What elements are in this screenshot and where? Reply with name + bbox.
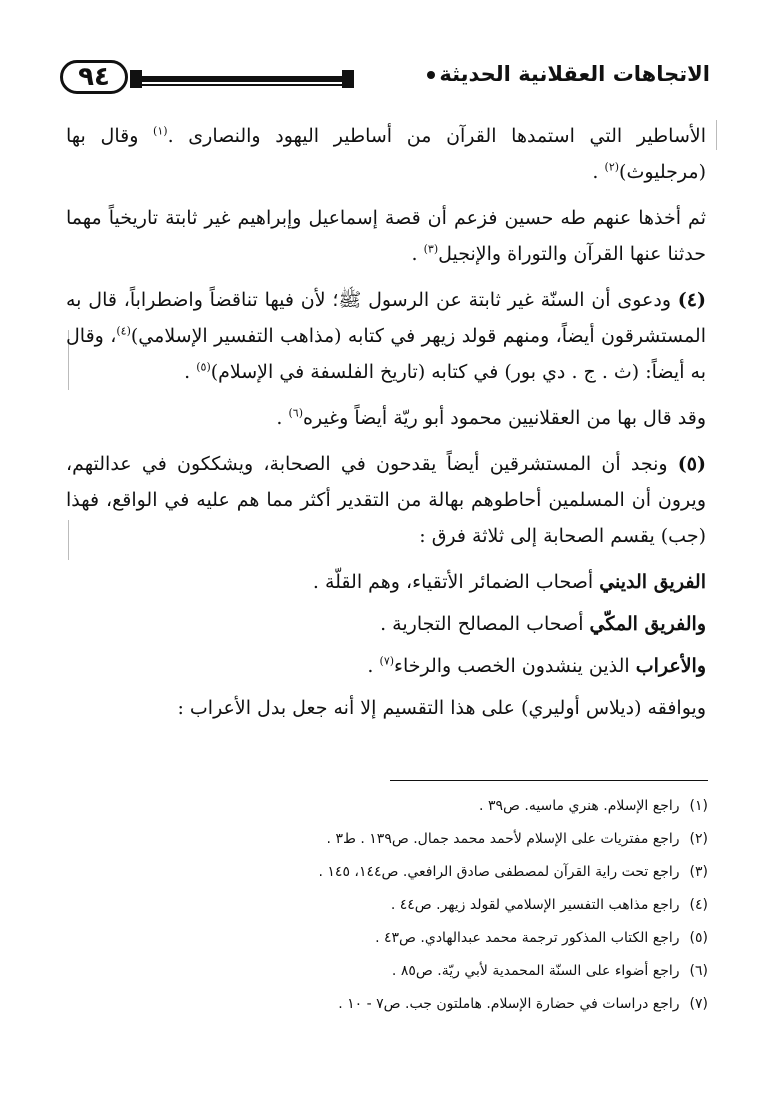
paragraph [66, 690, 706, 726]
footnote-text: راجع الإسلام. هنري ماسيه. ص٣٩ . [479, 798, 680, 814]
item-number: (٤) [677, 289, 706, 311]
running-title [427, 62, 710, 86]
paragraph-text: وقال بها (مرجليوث) [66, 125, 706, 183]
footnote-number: (٢) [689, 831, 708, 847]
item-heading: والأعراب [635, 655, 706, 677]
footnote-divider [390, 780, 708, 781]
footnote [140, 889, 708, 922]
header-rule-thin [138, 84, 348, 86]
paragraph-text: . [411, 243, 424, 265]
footnote-text: راجع أضواء على السنّة المحمدية لأبي ريّة. ص٨٥ . [391, 963, 680, 979]
paragraph [66, 400, 706, 436]
footnote-number: (١) [689, 798, 708, 814]
footnote-ref: (٥) [196, 360, 211, 374]
footnote-ref: (٧) [379, 654, 395, 668]
paragraph-text: . [276, 407, 289, 429]
footnote-text: راجع الكتاب المذكور ترجمة محمد عبدالهادي. ص٤٣ . [375, 930, 680, 946]
paragraph-text: . [184, 361, 197, 383]
item-heading: الفريق الديني [599, 571, 706, 593]
paragraph-text: . [367, 655, 380, 677]
paragraph-text: أصحاب المصالح التجارية . [380, 613, 590, 635]
margin-mark [716, 120, 717, 150]
paragraph [66, 118, 706, 190]
paragraph [66, 200, 706, 272]
footnote-text: راجع دراسات في حضارة الإسلام. هاملتون جب. ص٧ - ١٠ . [338, 996, 680, 1012]
paragraph-text: الذين ينشدون الخصب والرخاء [394, 655, 636, 677]
paragraph [66, 446, 706, 554]
footnotes [140, 790, 708, 1021]
page-number: ٩٤ [60, 60, 128, 94]
footnote-ref: (١) [153, 124, 168, 138]
paragraph-text: الأساطير التي استمدها القرآن من أساطير اليهود والنصارى . [167, 125, 707, 147]
paragraph [66, 282, 706, 390]
footnote [140, 922, 708, 955]
footnote-number: (٥) [689, 930, 708, 946]
paragraph-text: . [592, 161, 605, 183]
page-header [60, 58, 710, 102]
footnote-text: راجع مذاهب التفسير الإسلامي لقولد زيهر. ص٤٤ . [390, 897, 680, 913]
item-number: (٥) [677, 453, 706, 475]
footnote [140, 955, 708, 988]
footnote-ref: (٢) [604, 160, 620, 174]
footnote-number: (٦) [689, 963, 708, 979]
header-ornament-right [342, 70, 354, 88]
paragraph-text: ودعوى أن السنّة غير ثابتة عن الرسول ﷺ؛ لأن فيها تناقضاً واضطراباً، قال به المستشرقون أيضاً، ومنهم قولد زيهر في كتابه (مذاهب التفسير الإسلامي) [66, 289, 706, 347]
footnote [140, 988, 708, 1021]
footnote-number: (٤) [689, 897, 708, 913]
footnote [140, 790, 708, 823]
paragraph-text: ونجد أن المستشرقين أيضاً يقدحون في الصحابة، ويشككون في عدالتهم، ويرون أن المسلمين أحاطوهم بهالة من التقدير أكثر مما هم عليه في الواقع، فهذا (جب) يقسم الصحابة إلى ثلاثة فرق : [66, 453, 706, 547]
footnote [140, 823, 708, 856]
list-item [66, 564, 706, 600]
paragraph-text: ، وقال به أيضاً: (ث . ج . دي بور) في كتابه (تاريخ الفلسفة في الإسلام) [66, 325, 706, 383]
paragraph-text: وقد قال بها من العقلانيين محمود أبو ريّة أيضاً وغيره [303, 407, 706, 429]
running-title-text: الاتجاهات العقلانية الحديثة [439, 62, 710, 86]
footnote [140, 856, 708, 889]
footnote-ref: (٤) [116, 324, 131, 338]
footnote-text: راجع مفتريات على الإسلام لأحمد محمد جمال. ص١٣٩ . ط٣ . [326, 831, 680, 847]
paragraph-text: أصحاب الضمائر الأتقياء، وهم القلّة . [312, 571, 600, 593]
footnote-number: (٣) [689, 864, 708, 880]
header-rule [138, 76, 348, 82]
footnote-ref: (٣) [423, 242, 439, 256]
footnote-text: راجع تحت راية القرآن لمصطفى صادق الرافعي. ص١٤٤، ١٤٥ . [318, 864, 680, 880]
list-item [66, 606, 706, 642]
footnote-number: (٧) [689, 996, 708, 1012]
bullet-icon [427, 71, 435, 79]
paragraph-text: ثم أخذها عنهم طه حسين فزعم أن قصة إسماعيل وإبراهيم غير ثابتة تاريخياً مهما حدثنا عنها القرآن والتوراة والإنجيل [66, 207, 706, 265]
list-item [66, 648, 706, 684]
paragraph-text: ويوافقه (ديلاس أوليري) على هذا التقسيم إلا أنه جعل بدل الأعراب : [177, 697, 706, 719]
main-text [66, 118, 706, 736]
item-heading: والفريق المكّي [589, 613, 706, 635]
footnote-ref: (٦) [288, 406, 303, 420]
